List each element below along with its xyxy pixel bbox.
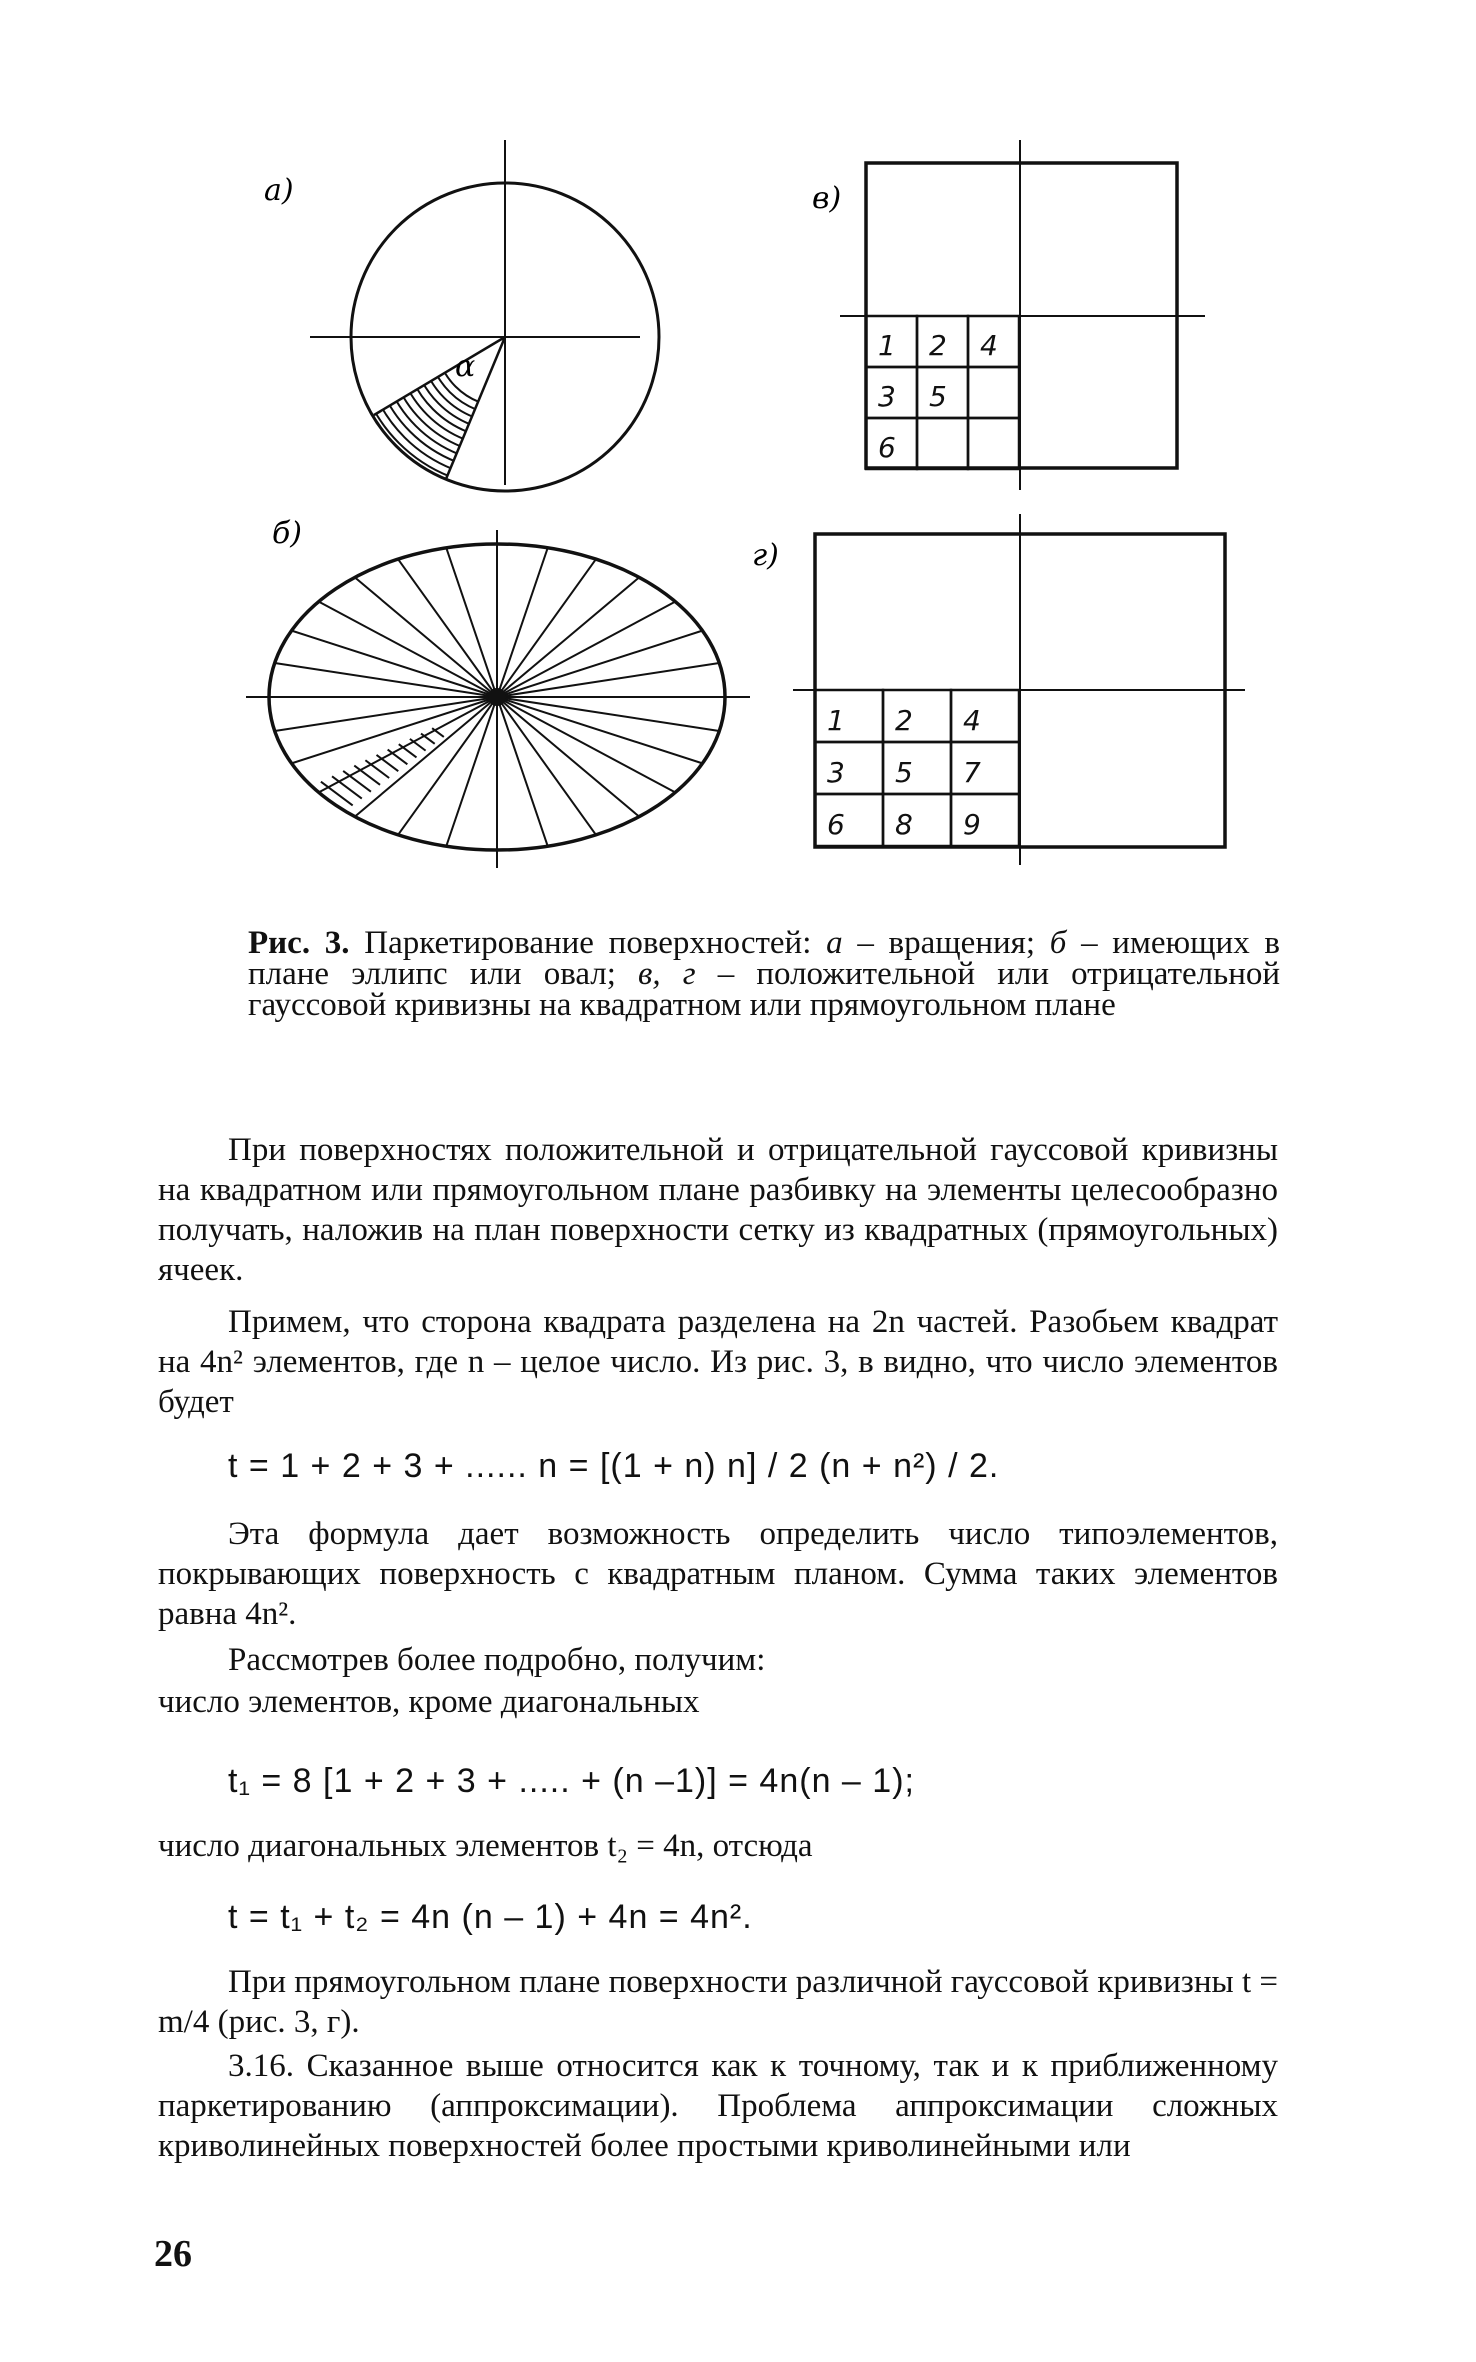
- ellipse-ray: [497, 631, 702, 697]
- grid-cell: [815, 742, 883, 794]
- page-number: 26: [154, 2233, 192, 2275]
- panel-b-ellipse: [246, 530, 750, 868]
- alpha-symbol: α: [455, 349, 476, 384]
- grid-cell: [951, 794, 1019, 846]
- grid-cell-number: 2: [895, 704, 913, 737]
- grid-cell-number: 3: [878, 380, 896, 413]
- caption-label: Рис. 3.: [248, 925, 350, 961]
- formula-1: t = 1 + 2 + 3 + ...... n = [(1 + n) n] / 2 (n + n²) / 2.: [228, 1447, 1000, 1485]
- grid-cell-number: 6: [827, 808, 845, 841]
- grid-cell-number: 5: [895, 756, 913, 789]
- grid-cell-number: 1: [827, 704, 845, 737]
- hatch-line: [321, 782, 353, 806]
- grid-cell: [951, 742, 1019, 794]
- grid-cell: [815, 794, 883, 846]
- grid-cell-number: 2: [929, 329, 947, 362]
- paragraph-4: Рассмотрев более подробно, получим:: [228, 1642, 766, 1678]
- panel-a-circle: [310, 140, 659, 491]
- hatch-line: [332, 776, 362, 798]
- paragraph-2: Примем, что сторона квадрата разделена на 2n частей. Разобьем квадрат на 4n² элементов, где n – целое число. Из рис. 3, в видно, что число элементов будет: [158, 1304, 1278, 1420]
- paragraph-1: При поверхностях положительной и отрицательной гауссовой кривизны на квадратном или прямоугольном плане разбивку на элементы целесообразно получать, наложив на план поверхности сетку из квадратных (прямоугольных) ячеек.: [158, 1132, 1278, 1288]
- ellipse-ray: [497, 697, 702, 763]
- hatch-line: [377, 755, 399, 771]
- panel-label-v: в): [812, 181, 842, 216]
- grid-cell-number: 7: [963, 756, 981, 789]
- grid-cell-number: 1: [878, 329, 896, 362]
- grid-cell: [883, 794, 951, 846]
- grid-cell-number: 9: [963, 808, 981, 841]
- paragraph-5: число диагональных элементов t₂ = 4n, отсюда: [158, 1828, 813, 1864]
- paragraph-7: 3.16. Сказанное выше относится как к точному, так и к приближенному паркетированию (аппроксимации). Проблема аппроксимации сложных криволинейных поверхностей более простыми криволинейными или: [158, 2048, 1278, 2164]
- grid-cell-number: 6: [878, 431, 896, 464]
- hatch-line: [399, 744, 417, 757]
- formula-2: t₁ = 8 [1 + 2 + 3 + ..... + (n –1)] = 4n(n – 1);: [228, 1762, 915, 1800]
- ellipse-ray: [497, 697, 596, 835]
- grid-cell: [815, 690, 883, 742]
- paragraph-6: При прямоугольном плане поверхности различной гауссовой кривизны t = m/4 (рис. 3, г).: [158, 1964, 1278, 2040]
- grid-cell: [883, 742, 951, 794]
- grid-cell: [968, 418, 1019, 469]
- paragraph-4b: число элементов, кроме диагональных: [158, 1684, 700, 1720]
- grid-cell: [968, 367, 1019, 418]
- grid-v: [866, 316, 1019, 469]
- grid-cell: [917, 418, 968, 469]
- panel-label-b: б): [272, 516, 303, 551]
- figure-3: [0, 0, 1476, 900]
- grid-cell: [951, 690, 1019, 742]
- grid-cell-number: 3: [827, 756, 845, 789]
- figure-caption: [248, 925, 1281, 1023]
- paragraph-3: Эта формула дает возможность определить число типоэлементов, покрывающих поверхность с квадратным планом. Сумма таких элементов равна 4n².: [158, 1516, 1278, 1632]
- caption-text: Паркетирование поверхностей: а – вращения; б – имеющих в плане эллипс или овал; в, г – положительной или отрицательной гауссовой кривизны на квадратном или прямоугольном плане: [248, 925, 1281, 1023]
- ellipse-ray: [497, 559, 596, 697]
- ellipse-ray: [398, 559, 497, 697]
- grid-cell-number: 5: [929, 380, 947, 413]
- ellipse-ray: [398, 697, 497, 835]
- grid-cell-number: 4: [963, 704, 981, 737]
- formula-3: t = t₁ + t₂ = 4n (n – 1) + 4n = 4n².: [228, 1898, 753, 1936]
- grid-cell-number: 4: [980, 329, 998, 362]
- hatch-line: [388, 750, 408, 765]
- panel-label-g: г): [752, 538, 779, 573]
- hatch-line: [410, 739, 426, 751]
- grid-g: [815, 690, 1019, 846]
- grid-cell: [883, 690, 951, 742]
- ellipse-ray: [292, 631, 497, 697]
- panel-label-a: а): [264, 173, 294, 208]
- grid-cell-number: 8: [895, 808, 913, 841]
